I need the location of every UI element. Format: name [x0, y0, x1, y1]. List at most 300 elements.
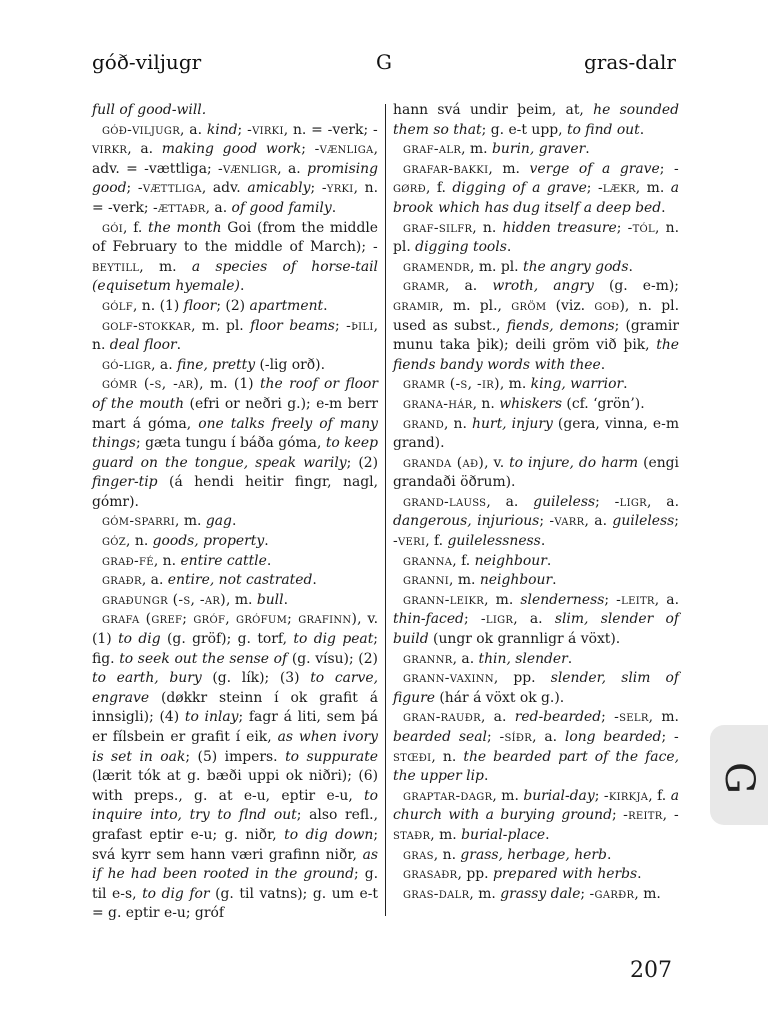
dictionary-entry	[92, 375, 378, 512]
entry-text: , f.	[648, 787, 671, 804]
definition: a church with a burying ground	[393, 787, 679, 824]
headword: -reitr, -staðr	[393, 807, 679, 843]
headword: -ligr	[480, 611, 514, 628]
entry-text: , m.	[449, 572, 480, 589]
column-divider	[385, 104, 386, 916]
definition: gag	[205, 513, 232, 530]
dictionary-entry	[393, 101, 679, 140]
definition: whiskers	[499, 395, 563, 412]
entry-text: , m.	[225, 591, 257, 608]
entry-text: , n.	[92, 317, 378, 354]
headword: -yrki	[321, 180, 354, 197]
dictionary-entry	[393, 787, 679, 846]
headword: granda (að)	[403, 454, 485, 471]
entry-text: , a.	[532, 729, 565, 745]
definition: wroth, angry	[492, 278, 594, 295]
entry-text: , m.	[430, 826, 462, 843]
definition: slim, slender of build	[393, 611, 679, 648]
definition: burin, graver	[492, 141, 586, 158]
definition: to inquire into, try to flnd out	[92, 787, 378, 824]
thumb-index-letter: G	[716, 762, 762, 794]
entry-text: ; gæta tungu í báða góma,	[135, 435, 326, 452]
dictionary-entry	[393, 160, 679, 219]
entry-text: , a.	[584, 513, 613, 530]
entry-text: (-lig orð).	[255, 356, 325, 373]
definition: hidden treasure	[502, 219, 617, 236]
entry-text: hann svá undir þeim, at,	[393, 102, 594, 118]
headword: gói	[102, 219, 124, 236]
definition: he sounded them so that	[393, 102, 679, 138]
entry-text: , a.	[654, 591, 679, 608]
dictionary-entry	[393, 885, 679, 905]
definition: verge of a grave	[529, 160, 660, 177]
dictionary-entry	[393, 415, 679, 454]
entry-text: , n. = -verk;	[92, 180, 378, 216]
entry-text: .	[540, 533, 546, 550]
entry-text: , n.	[433, 846, 461, 863]
headword: gran-rauðr	[403, 709, 481, 726]
entry-text: ;	[612, 807, 624, 824]
entry-text: ;	[595, 493, 615, 510]
entry-text: ; (5) impers.	[185, 748, 286, 765]
definition: to dig peat	[293, 631, 374, 648]
definition: entire, not castrated	[167, 572, 313, 589]
definition: digging of a grave	[452, 180, 587, 197]
entry-text: .	[623, 376, 628, 393]
headword: -veri	[393, 533, 426, 550]
headword: -vænliga	[314, 141, 374, 158]
entry-text: , m.	[139, 258, 192, 275]
entry-text: .	[585, 141, 590, 158]
entry-text: ;	[674, 513, 679, 530]
dictionary-entry	[92, 571, 378, 591]
entry-text: ; (gramir munu taka þik); deili gröm við þik,	[393, 317, 679, 354]
dictionary-entry	[393, 395, 679, 415]
dictionary-entry	[393, 493, 679, 552]
entry-text: , m.	[492, 787, 524, 804]
dictionary-entry	[393, 375, 679, 395]
definition: guileless	[612, 513, 675, 530]
entry-text: .	[661, 199, 666, 216]
running-head-center: G	[376, 50, 392, 74]
entry-text: .	[567, 650, 573, 667]
definition: floor	[183, 297, 217, 314]
thumb-index-tab[interactable]	[710, 725, 768, 825]
dictionary-entry	[92, 121, 378, 219]
headword: gramendr	[403, 258, 470, 275]
entry-text: , m. pl.	[469, 258, 523, 275]
headword: gómr (-s, -ar)	[102, 376, 200, 393]
definition: burial-day	[523, 787, 595, 804]
headword: graf-silfr	[403, 219, 473, 236]
dictionary-entry	[393, 552, 679, 572]
definition: to keep guard on the tongue, speak warily	[92, 435, 378, 471]
entry-text: ;	[604, 591, 617, 608]
entry-text: , v. (1)	[92, 611, 378, 648]
entry-text: ;	[659, 160, 674, 177]
entry-text: .	[231, 513, 237, 530]
entry-text: .	[506, 239, 512, 256]
definition: thin-faced	[393, 611, 464, 628]
headword: -garðr	[589, 885, 635, 902]
entry-text: , n.	[126, 533, 153, 550]
entry-text: , a.	[480, 709, 515, 726]
headword: -gørð	[393, 160, 679, 197]
definition: to carve, engrave	[92, 670, 379, 706]
headword: -virki	[247, 121, 284, 138]
entry-text: , f.	[425, 533, 448, 550]
definition: neighbour	[479, 572, 553, 589]
definition: kind	[206, 121, 238, 138]
headword: gramr	[403, 278, 446, 295]
entry-text: , f.	[123, 219, 149, 236]
entry-text: .	[266, 552, 272, 569]
entry-text: , m.	[634, 885, 661, 902]
entry-text: , n. pl.	[393, 219, 679, 256]
definition: of good family	[231, 199, 332, 216]
dictionary-entry	[92, 532, 378, 552]
entry-text: .	[239, 278, 245, 295]
definition: to find out	[566, 121, 640, 138]
entry-text: ;	[237, 121, 248, 138]
definition: the angry gods	[522, 258, 629, 275]
entry-text: ; g. til e-s,	[92, 866, 379, 902]
headword: -síðr	[499, 729, 533, 745]
definition: king, warrior	[530, 376, 624, 393]
entry-text: , pp.	[457, 866, 493, 883]
headword: grann-vaxinn	[403, 670, 494, 687]
definition: floor beams	[250, 317, 335, 334]
entry-text: .	[176, 337, 182, 354]
entry-text: , a.	[205, 199, 232, 216]
dictionary-entry	[92, 356, 378, 376]
entry-text: ;	[486, 729, 500, 745]
entry-text: .	[552, 572, 557, 589]
entry-text: , m.	[461, 141, 493, 158]
headword: grann-leikr	[403, 591, 485, 608]
dictionary-entry	[92, 591, 378, 611]
headword: -beytill	[92, 239, 378, 275]
headword: grana-hár	[403, 395, 473, 412]
definition: dangerous, injurious	[393, 513, 540, 530]
entry-text: ;	[301, 141, 315, 158]
definition: the fiends bandy words with thee	[393, 337, 679, 373]
definition: amicably	[247, 180, 311, 197]
headword: -virkr	[92, 121, 378, 158]
definition: prepared with herbs	[492, 866, 638, 883]
definition: as when ivory is set in oak	[92, 729, 378, 765]
entry-text: , n.	[153, 552, 181, 569]
definition: grassy dale	[500, 885, 581, 902]
definition: hurt, injury	[472, 415, 553, 432]
entry-text: (á hendi heitir fingr, nagl, gómr).	[92, 474, 378, 510]
entry-text: , a.	[452, 650, 479, 667]
entry-text: (engi grandaði öðrum).	[393, 454, 679, 491]
definition: goods, property	[152, 533, 265, 550]
definition: promising good	[92, 160, 378, 197]
running-head-right: gras-dalr	[584, 50, 676, 74]
left-column	[92, 101, 378, 924]
definition: apartment	[249, 297, 324, 314]
definition: the bearded part of the face, the upper lip	[393, 748, 680, 785]
entry-text: ; g. e-t upp,	[481, 121, 567, 138]
entry-text: ; (2)	[346, 454, 378, 471]
headword: grannr	[403, 650, 453, 667]
headword: grand	[403, 415, 445, 432]
entry-text: , a.	[151, 356, 178, 373]
dictionary-entry	[92, 317, 378, 356]
definition: as if he had been rooted in the ground	[92, 846, 378, 883]
definition: fiends, demons	[506, 317, 615, 334]
headword: graptar-dagr	[403, 787, 493, 804]
entry-text: (g. lík); (3)	[201, 670, 311, 687]
entry-text: , m.	[175, 513, 206, 530]
definition: finger-tip	[92, 474, 158, 491]
headword: goð	[594, 297, 620, 314]
definition: the month	[148, 219, 222, 236]
entry-text: .	[545, 826, 550, 843]
dictionary-entry	[393, 258, 679, 278]
definition: one talks freely of many things	[92, 415, 378, 452]
entry-text: , m.	[635, 180, 671, 197]
entry-text: (g. e-m);	[593, 278, 679, 295]
entry-text: (efri or neðri g.); e-m berr mart á góma,	[92, 395, 379, 432]
entry-text: (g. gröf); g. torf,	[160, 631, 294, 648]
definition: neighbour	[474, 552, 547, 569]
entry-text: , a.	[646, 493, 679, 510]
entry-text: .	[331, 199, 337, 216]
entry-text: , a.	[486, 493, 534, 510]
entry-text: (viz.	[546, 297, 595, 314]
entry-text: , n.	[472, 219, 503, 236]
headword: golf-stokkar	[102, 317, 192, 334]
entry-text: , n.	[431, 748, 464, 765]
dictionary-entry	[393, 219, 679, 258]
dictionary-entry	[393, 277, 679, 375]
definition: slender, slim of figure	[393, 670, 680, 706]
entry-text: ;	[601, 709, 615, 726]
page-number: 207	[630, 958, 672, 983]
headword: -vættliga	[137, 180, 202, 197]
definition: entire cattle	[180, 552, 267, 569]
entry-text: ;	[539, 513, 550, 530]
headword: góm-sparri	[102, 513, 176, 530]
headword: graf-alr	[403, 141, 462, 158]
dictionary-entry	[393, 454, 679, 493]
entry-text: , n.	[472, 395, 500, 412]
headword: gröm	[511, 297, 547, 314]
entry-text: , f.	[426, 180, 453, 197]
entry-text: , m.	[488, 160, 530, 177]
entry-text: ;	[334, 317, 347, 334]
headword: grað-fé	[102, 552, 154, 569]
entry-text: , v.	[484, 454, 510, 471]
entry-text: , m.	[484, 591, 521, 608]
dictionary-entry	[393, 591, 679, 650]
entry-text: ;	[586, 180, 598, 197]
definition: guilelessness	[447, 533, 541, 550]
entry-text: , a.	[513, 611, 555, 628]
entry-text: .	[628, 258, 633, 275]
dictionary-entry	[393, 669, 679, 708]
entry-text: ;	[616, 219, 628, 236]
definition: burial-place	[461, 826, 546, 843]
headword: gramr (-s, -ir)	[403, 376, 500, 393]
entry-text: .	[639, 121, 645, 138]
headword: gras	[403, 846, 434, 863]
entry-text: , n.	[444, 415, 473, 432]
headword: -ættaðr	[152, 199, 206, 216]
entry-text: , pp.	[493, 670, 551, 687]
definition: full of good-will.	[92, 102, 207, 118]
definition: bearded seal	[393, 729, 487, 745]
entry-text: , m.	[648, 709, 679, 726]
definition: to inlay	[184, 709, 239, 726]
definition: to dig down	[284, 826, 374, 843]
dictionary-entry	[92, 552, 378, 572]
entry-text: ; also refl., grafast eptir e-u; g. niðr,	[92, 807, 378, 843]
headword: gólf	[102, 297, 133, 314]
running-head-left: góð-viljugr	[92, 50, 202, 74]
dictionary-entry	[393, 650, 679, 670]
headword: -tól	[627, 219, 655, 236]
definition: to earth, bury	[92, 670, 202, 687]
entry-text: , a.	[277, 160, 308, 177]
definition: to dig	[118, 631, 161, 648]
entry-text: , a.	[127, 141, 162, 158]
dictionary-entry	[393, 846, 679, 866]
headword: gras-dalr	[403, 885, 470, 902]
headword: góð-viljugr	[102, 121, 181, 138]
definition: a brook which has dug itself a deep bed	[393, 180, 679, 216]
entry-text: (gera, vinna, e-m grand).	[393, 415, 679, 452]
definition: to seek out the sense of	[119, 650, 288, 667]
definition: deal floor	[109, 337, 177, 354]
entry-text: ;	[580, 885, 590, 902]
entry-text: (cf. ‘grön’).	[562, 395, 645, 412]
headword: -leitr	[616, 591, 655, 608]
definition: digging tools	[415, 239, 507, 256]
headword: gó-ligr	[102, 356, 152, 373]
entry-text: , m. pl.	[191, 317, 251, 334]
definition: fine, pretty	[177, 356, 256, 373]
right-column	[393, 101, 679, 904]
headword: -vænligr	[218, 160, 278, 177]
definition: making good work	[161, 141, 302, 158]
headword: graðr	[102, 572, 142, 589]
entry-text: , adv. = -vættliga;	[92, 141, 378, 177]
entry-text: (ungr ok grannligr á vöxt).	[428, 631, 621, 648]
definition: grass, herbage, herb	[460, 846, 607, 863]
dictionary-entry	[393, 571, 679, 591]
entry-text: ;	[310, 180, 322, 197]
entry-text: (hár á vöxt ok g.).	[434, 689, 565, 706]
entry-text: , a.	[445, 278, 493, 295]
entry-text: ; svá kyrr sem hann væri grafinn niðr,	[92, 826, 379, 863]
dictionary-entry	[393, 140, 679, 160]
entry-text: ; (2)	[216, 297, 250, 314]
entry-text: .	[483, 768, 489, 785]
entry-text: .	[637, 866, 642, 883]
headword: -selr	[614, 709, 649, 726]
entry-text: , m. (1)	[199, 376, 260, 393]
entry-text: , adv.	[201, 180, 248, 197]
dictionary-entry	[92, 610, 378, 924]
entry-text: .	[264, 533, 269, 550]
dictionary-entry	[92, 297, 378, 317]
definition: a species of horse-tail (equisetum hyemale)	[92, 258, 378, 295]
headword: -lækr	[597, 180, 636, 197]
entry-text: (døkkr steinn í ok grafit á innsigli); (4)	[92, 689, 378, 726]
dictionary-entry	[393, 865, 679, 885]
entry-text: , n. = -verk;	[283, 121, 373, 138]
entry-text: , a.	[180, 121, 207, 138]
headword: gramir	[393, 297, 440, 314]
definition: to injure, do harm	[509, 454, 639, 471]
entry-text: .	[600, 356, 606, 373]
definition: thin, slender	[478, 650, 568, 667]
entry-text: .	[546, 552, 552, 569]
headword: graðungr (-s, -ar)	[102, 591, 226, 608]
definition: guileless	[533, 493, 596, 510]
entry-text: .	[323, 297, 328, 314]
entry-text: (g. til vatns); g. um e-t = g. eptir e-u; gróf	[92, 885, 378, 922]
headword: -varr	[549, 513, 585, 530]
headword: grasaðr	[403, 866, 458, 883]
definition: long bearded	[564, 729, 662, 745]
headword: grafa (gref; gróf, grófum; grafinn)	[102, 611, 358, 628]
definition: to dig for	[142, 885, 210, 902]
headword: grand-lauss	[403, 493, 487, 510]
entry-text: ), n. pl. used as subst.,	[393, 297, 679, 334]
entry-text: ; fagr á liti, sem þá er fílsbein er grafit í eik,	[92, 709, 379, 745]
entry-text: , a.	[141, 572, 168, 589]
dictionary-entry	[92, 512, 378, 532]
definition: slenderness	[520, 591, 605, 608]
definition: bull	[256, 591, 284, 608]
entry-text: Goi (from the middle of February to the middle of March);	[92, 219, 378, 256]
headword: granni	[403, 572, 449, 589]
headword: -ligr	[614, 493, 647, 510]
entry-text: ;	[126, 180, 138, 197]
dictionary-entry	[92, 101, 378, 121]
entry-text: , m. pl.,	[439, 297, 512, 314]
headword: -kirkja	[603, 787, 649, 804]
definition: the roof or floor of the mouth	[92, 376, 378, 412]
entry-text: , m.	[499, 376, 531, 393]
entry-text: , n. (1)	[132, 297, 184, 314]
entry-text: ;	[661, 729, 674, 745]
entry-text: .	[606, 846, 612, 863]
headword: -stœði	[393, 729, 679, 765]
headword: -þili	[346, 317, 374, 334]
entry-text: ; fig.	[92, 631, 378, 667]
entry-text: , f.	[452, 552, 475, 569]
entry-text: (lærit tók at g. bæði uppi ok niðri); (6) with preps., g. at e-u, eptir e-u,	[92, 768, 378, 804]
entry-text: ;	[594, 787, 604, 804]
entry-text: .	[312, 572, 317, 589]
headword: grafar-bakki	[403, 160, 489, 177]
dictionary-entry	[393, 708, 679, 786]
definition: red-bearded	[514, 709, 602, 726]
entry-text: ;	[463, 611, 481, 628]
definition: to suppurate	[285, 748, 379, 765]
headword: góz	[102, 533, 127, 550]
entry-text: , m.	[469, 885, 501, 902]
entry-text: .	[283, 591, 288, 608]
headword: granna	[403, 552, 453, 569]
dictionary-entry	[92, 219, 378, 297]
